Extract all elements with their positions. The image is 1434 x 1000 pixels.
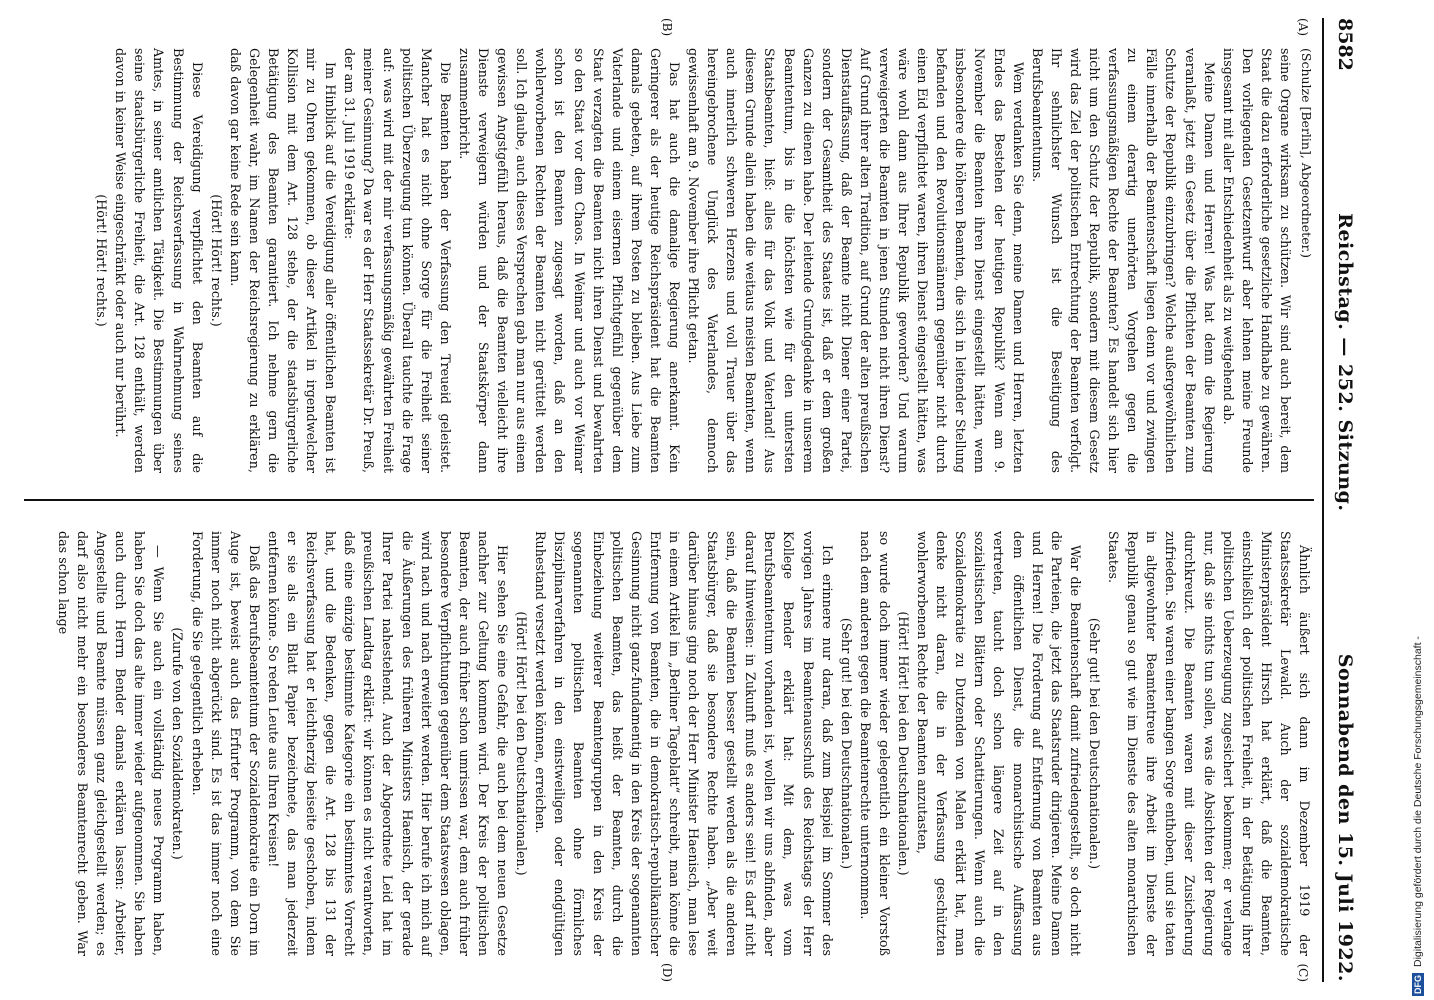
quotation: Diese Vereidigung verpflichtet den Beamten auf die Bestimmung der Reichsverfassung in Wahrnehmung seines Amtes, in seiner amtlichen Tätigkeit. Die Bestimmungen über seine staatsbürgerliche Freiheit, die Art. 128 enthält, werden davon in keiner Weise eingeschränkt oder auch nur berührt. — [113, 48, 205, 473]
margin-marker-d: (D) — [660, 963, 674, 982]
paragraph: Ähnlich äußert sich dann im Dezember 1919 der Staatssekretär Lewald. Auch der sozialdemokratische Ministerpräsident Hirsch hat erklärt, daß die Beamten, einschließlich der politischen Freiheit, in der Betätigung ihrer politischen Ueberzeugung zugesichert bekommen; er verlange nur, daß sie nichts tun sollen, was die Absichten der Regierung durchkreuzt. Die Beamten waren mit dieser Zusicherung zufrieden. Sie waren einer bangen Sorge enthoben, und sie taten in altgewohnter Beamtentreue ihre Arbeit im Dienste der Republik genau so gut wie im Dienste des alten monarchischen Staates. — [1106, 531, 1312, 956]
interjection: (Sehr gut! bei den Deutschnationalen.) — [1086, 617, 1102, 870]
margin-marker-b: (B) — [660, 18, 674, 37]
paragraph: Hier sehen Sie eine Gefahr, die auch bei dem neuen Gesetze nachher zur Geltung kommen wird. Der Kreis der politischen Beamten, der auch früher schon umrissen war, dem auch früher besondere Verpflichtungen gegenüber dem Staatswesen oblagen, wird nach und nach erweitert werden. Hier berufe ich mich auf die Äußerungen des früheren Ministers Haenisch, der gerade Ihrer Partei nahestehend. Auch der Abgeordnete Leid hat im preußischen Landtag erklärt: wir können es nicht verantworten, daß eine einzige bestimmte Kategorie ein bestimmtes Vorrecht hat, und die Bedenken, gegen die Art. 128 bis 131 der Reichsverfassung hat er leichtherzig beiseite geschoben, indem er sie als ein Blatt Papier bezeichnete, das man jederzeit entfernen könne. So reden Leute aus Ihren Kreisen! — [265, 531, 511, 956]
right-column — [24, 499, 1314, 982]
paragraph: Wem verdanken Sie denn, meine Damen und Herren, letzten Endes das Bestehen der heutigen Republik? Wenn am 9. November die Beamten ihren Dienst eingestellt hätten, wenn insbesondere die höheren Beamten, die sich in leitender Stellung befanden und den Revolutionsmännern gegenüber nicht durch einen Eid verpflichtet waren, ihren Dienst eingestellt hätten, was wäre wohl dann aus Ihrer Republik geworden? Und warum verweigerten die Beamten in jenen Stunden nicht ihren Dienst? Auf Grund ihrer alten Tradition, auf Grund der alten preußischen Dienstauffassung, daß der Beamte nicht Diener einer Partei, sondern der Gesamtheit des Staates ist, daß er dem großen Ganzen zu dienen habe. Der leitende Grundgedanke in unserem Beamtentum, bis in die höchsten wie für den untersten Staatsbeamten, hieß: alles für das Volk und Vaterland! Aus diesem Grunde allein haben die weitaus meisten Beamten, wenn auch innerlich schweren Herzens und voll Trauer über das hereingebrochene Unglück des Vaterlandes, dennoch gewissenhaft am 9. November ihre Pflicht getan. — [686, 48, 1026, 473]
interjection: (Hört! Hört! rechts.) — [208, 194, 224, 327]
interjection: (Hört! Hört! rechts.) — [94, 194, 110, 327]
paragraph: Das hat auch die damalige Regierung anerkannt. Kein Geringerer als der heutige Reichspräsident hat die Beamten damals gebeten, auf ihrem Posten zu bleiben. Aus Liebe zum Vaterlande und einem eisernen Pflichtgefühl gegenüber dem Staat verzagten die Beamten nicht ihren Dienst und bewahrten so den Staat vor dem Chaos. In Weimar und auch vor Weimar schon ist den Beamten zugesagt worden, daß an den wohlerworbenen Rechten der Beamten nicht gerüttelt werden soll. Ich glaube, auch dieses Versprechen gab man nur aus einem gewissen Angstgefühl heraus, daß die Beamten vielleicht ihre Dienste verweigern würden und der Staatskörper dann zusammenbricht. — [456, 48, 682, 473]
page-number: 8582 — [1334, 18, 1356, 71]
interjection: (Zurufe von den Sozialdemokraten.) — [170, 627, 186, 860]
dfg-logo: DFG — [1413, 975, 1423, 994]
credit-text: Digitalisierung gefördert durch die Deutsche Forschungsgemeinschaft - — [1412, 636, 1424, 967]
session-title: Reichstag. — 252. Sitzung. — [1334, 213, 1356, 512]
paragraph: Ich erinnere nur daran, daß zum Beispiel im Sommer des vorigen Jahres im Beamtenausschuß des Reichstags der Herr Kollege Bender erklärt hat: Mit dem, was vom Berufsbeamtentum vorhanden ist, wollen wir uns abfinden, aber darauf hinweisen: in Zukunft muß es anders sein! Es darf nicht sein, daß die Beamten besser gestellt werden als die anderen Staatsbürger, daß sie besondere Rechte haben. „Aber weit darüber hinaus ging noch der Herr Minister Haenisch, man lese in einem Artikel im „Berliner Tageblatt“ schreibt, man könne die Entfernung von Beamten, die in demokratisch-republikanischer Gesinnung nicht ganz-fundamentig in den Kreis der sogenannten politischen Beamten, das heißt der Beamten, durch die Einbeziehung weiterer Beamtengruppen in den Kreis der sogenannten politischen Beamten ohne förmliches Disziplinarverfahren in den einstweiligen oder endgültigen Ruhestand versetzt werden können, erreichen. — [533, 531, 835, 956]
interjection: (Hört! Hört! bei den Deutschnationalen.) — [896, 611, 912, 876]
left-column — [24, 18, 1314, 499]
digitization-credit — [1408, 6, 1428, 996]
speaker-label: (Schulze [Berlin], Abgeordneter.) — [1299, 48, 1314, 259]
margin-marker-c: (C) — [1296, 963, 1310, 982]
margin-marker-a: (A) — [1296, 18, 1310, 37]
paragraph: so wurde doch immer wieder gelegentlich ein kleiner Vorstoß nach dem anderen gegen die Beamtenrechte unternommen. — [857, 531, 892, 956]
page-header — [1322, 18, 1356, 982]
session-date: Sonnabend den 15. Juli 1922. — [1334, 653, 1356, 982]
quotation: Im Hinblick auf die Vereidigung aller öffentlichen Beamten ist mir zu Ohren gekommen, ob dieser Artikel in irgendwelcher Kollision mit dem Art. 128 stehe, der die staatsbürgerliche Betätigung des Beamten garantiert. Ich nehme gern die Gelegenheit wahr, im Namen der Reichsregierung zu erklären, daß davon gar keine Rede sein kann. — [227, 48, 339, 473]
paragraph: — Wenn Sie auch ein vollständig neues Programm haben, haben Sie doch das alte immer wieder aufgenommen. Sie haben auch durch Herrn Bender damals erklären lassen: Arbeiter, Angestellte und Beamte müssen ganz gleichgestellt werden; es darf also nicht mehr ein besonderes Beamtenrecht geben. War das schon lange — [55, 531, 167, 956]
paragraph: seine Organe wirksam zu schützen. Wir sind auch bereit, dem Staat die dazu erforderliche gesetzliche Handhabe zu gewähren. Den vorliegenden Gesetzentwurf aber lehnen meine Freunde insgesamt mit aller Entschiedenheit als zu weitgehend ab. — [1220, 48, 1293, 473]
paragraph: War die Beamtenschaft damit zufriedengestellt, so doch nicht die Parteien, die jetzt das Staatsruder dirigieren. Meine Damen und Herren! Die Forderung auf Entfernung von Beamten aus dem öffentlichen Dienst, die monarchistische Auffassung vertreten, taucht doch schon längere Zeit auf in den sozialistischen Blättern oder Schattierungen. Wenn auch die Sozialdemokratie zu Dutzenden von Malen erklärt hat, man denke nicht daran, die in der Verfassung geschützten wohlerworbenen Rechte der Beamten anzutasten, — [915, 531, 1083, 956]
interjection: (Hört! Hört! bei den Deutschnationalen.) — [514, 611, 530, 876]
paragraph: Meine Damen und Herren! Was hat denn die Regierung veranlaßt, jetzt ein Gesetz über die Pflichten der Beamten zum Schutze der Republik einzubringen? Welche außergewöhnlichen Fälle innerhalb der Beamtenschaft liegen denn vor und zwingen zu einem derartig unerhörten Vorgehen gegen die verfassungsmäßigen Rechte der Beamten? Es handelt sich hier nicht um den Schutz der Republik, sondern mit diesem Gesetz wird das Ziel der politischen Entrechtung der Beamten verfolgt. Ihr sehnlichster Wunsch ist die Beseitigung des Berufsbeamtentums. — [1029, 48, 1217, 473]
paragraph: Die Beamten haben der Verfassung den Treueid geleistet. Mancher hat es nicht ohne Sorge für die Freiheit seiner politischen Überzeugung tun können. Überall tauchte die Frage auf: was wird mit der mir verfassungsmäßig gewährten Freiheit meiner Gesinnung? Da war es der Herr Staatssekretär Dr. Preuß, der am 31. Juli 1919 erklärte: — [342, 48, 453, 473]
paragraph: Daß das Berufsbeamtentum der Sozialdemokratie ein Dorn im Auge ist, beweist auch das Erfurter Programm, von dem Sie immer noch nicht abgerückt sind. Es ist das immer noch eine Forderung, die Sie gelegentlich erheben. — [189, 531, 262, 956]
interjection: (Sehr gut! bei den Deutschnationalen.) — [838, 617, 854, 870]
